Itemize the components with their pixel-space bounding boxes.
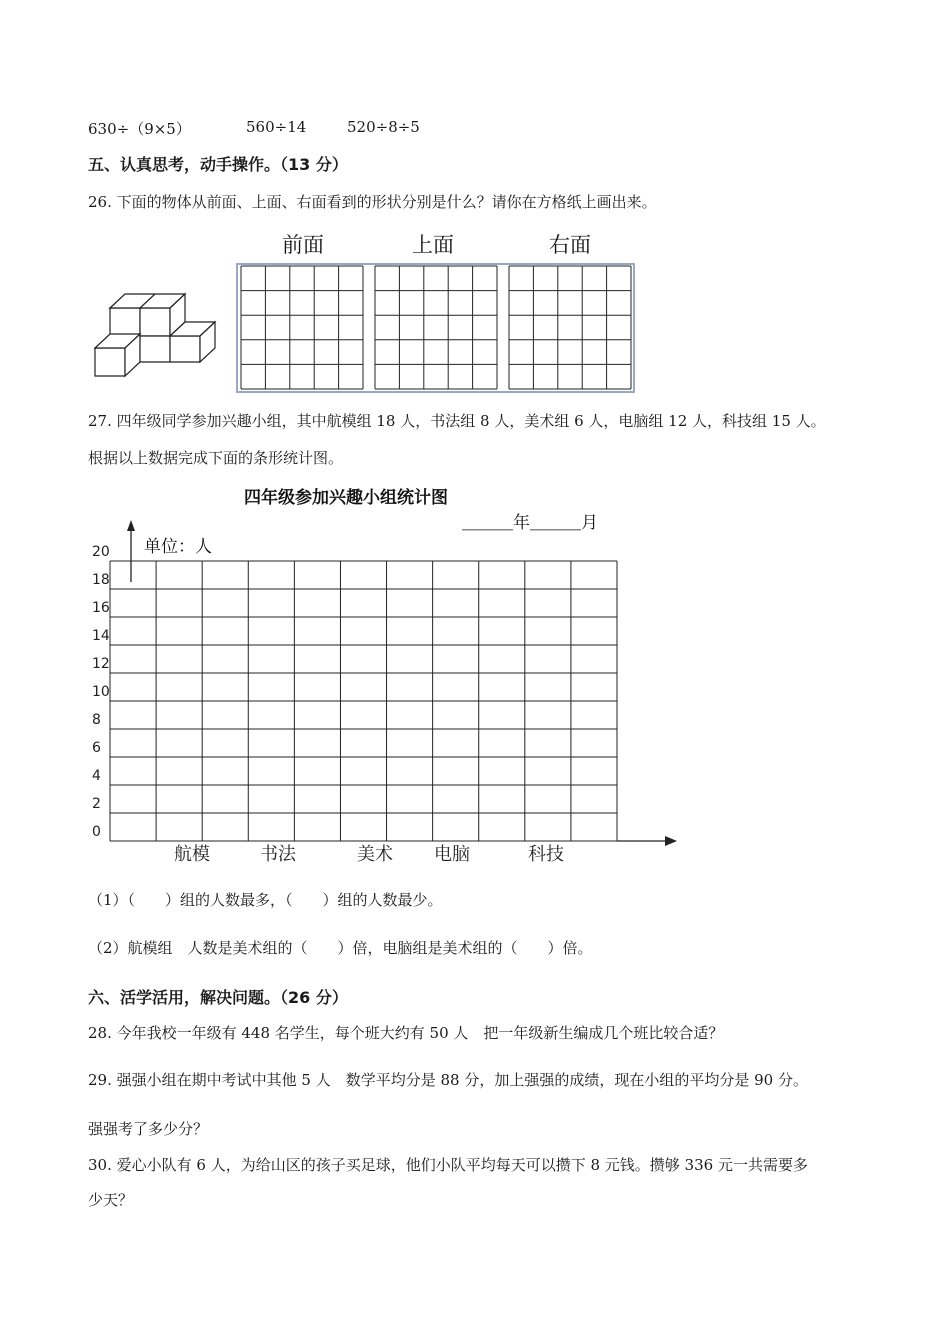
chart-y-tick-label: 8 [92, 712, 101, 728]
q27-sub1: （1）（ ）组的人数最多，（ ）组的人数最少。 [88, 891, 443, 909]
chart-y-tick-label: 4 [92, 768, 101, 784]
q26-text: 26. 下面的物体从前面、上面、右面看到的形状分别是什么？请你在方格纸上画出来。 [88, 193, 657, 211]
chart-grid [110, 561, 617, 841]
q26-grids [241, 266, 631, 389]
section6-title: 六、活学活用，解决问题。（26 分） [88, 988, 348, 1007]
chart-y-tick-label: 10 [92, 684, 110, 700]
chart-categories [174, 844, 564, 865]
chart-y-tick-label: 12 [92, 656, 110, 672]
chart-x-axis-arrow [665, 836, 677, 846]
q27-text-line2: 根据以上数据完成下面的条形统计图。 [88, 449, 344, 467]
chart-category-label: 电脑 [434, 844, 470, 865]
grid-label-top: 上面 [412, 233, 454, 257]
grid-right[interactable] [509, 266, 631, 389]
chart-category-label: 航模 [174, 844, 210, 865]
grid-front[interactable] [241, 266, 363, 389]
calc-item-1: 630÷（9×5） [88, 120, 191, 138]
q29-text-line2: 强强考了多少分？ [88, 1120, 209, 1138]
q28-text: 28. 今年我校一年级有 448 名学生，每个班大约有 50 人 把一年级新生编成几个班比较合适？ [88, 1024, 724, 1042]
grid-top[interactable] [375, 266, 497, 389]
chart-category-label: 科技 [528, 844, 564, 865]
chart-y-tick-label: 18 [92, 572, 110, 588]
q27-sub2: （2）航模组 人数是美术组的（ ）倍，电脑组是美术组的（ ）倍。 [88, 939, 593, 957]
grid-label-right: 右面 [549, 233, 591, 257]
chart-y-tick-label: 0 [92, 824, 101, 840]
chart-title: 四年级参加兴趣小组统计图 [244, 488, 448, 508]
chart-y-ticks [92, 544, 110, 840]
calc-item-3: 520÷8÷5 [347, 118, 420, 136]
calc-item-2: 560÷14 [246, 118, 307, 136]
section5-title: 五、认真思考，动手操作。（13 分） [88, 155, 348, 174]
q29-text-line1: 29. 强强小组在期中考试中其他 5 人 数学平均分是 88 分，加上强强的成绩，现在小组的平均分是 90 分。 [88, 1071, 808, 1089]
cube-stack-figure [95, 294, 215, 376]
q30-text-line2: 少天？ [88, 1191, 134, 1209]
q27-text-line1: 27. 四年级同学参加兴趣小组，其中航模组 18 人，书法组 8 人，美术组 6 人，电脑组 12 人，科技组 15 人。 [88, 412, 826, 430]
q30-text-line1: 30. 爱心小队有 6 人，为给山区的孩子买足球，他们小队平均每天可以攒下 8 元钱。攒够 336 元一共需要多 [88, 1156, 808, 1174]
chart-y-tick-label: 20 [92, 544, 110, 560]
chart-y-tick-label: 14 [92, 628, 110, 644]
chart-unit-label: 单位：人 [144, 537, 212, 557]
bar-chart [80, 480, 700, 865]
chart-category-label: 美术 [357, 844, 393, 865]
chart-date-label: ＿＿＿年＿＿＿月 [462, 513, 598, 533]
chart-y-tick-label: 6 [92, 740, 101, 756]
chart-category-label: 书法 [260, 844, 296, 865]
chart-axes [127, 520, 677, 846]
q26-figure [88, 228, 648, 398]
chart-y-tick-label: 2 [92, 796, 101, 812]
chart-y-tick-label: 16 [92, 600, 110, 616]
chart-y-axis-arrow [127, 520, 135, 531]
grid-label-front: 前面 [282, 233, 324, 257]
